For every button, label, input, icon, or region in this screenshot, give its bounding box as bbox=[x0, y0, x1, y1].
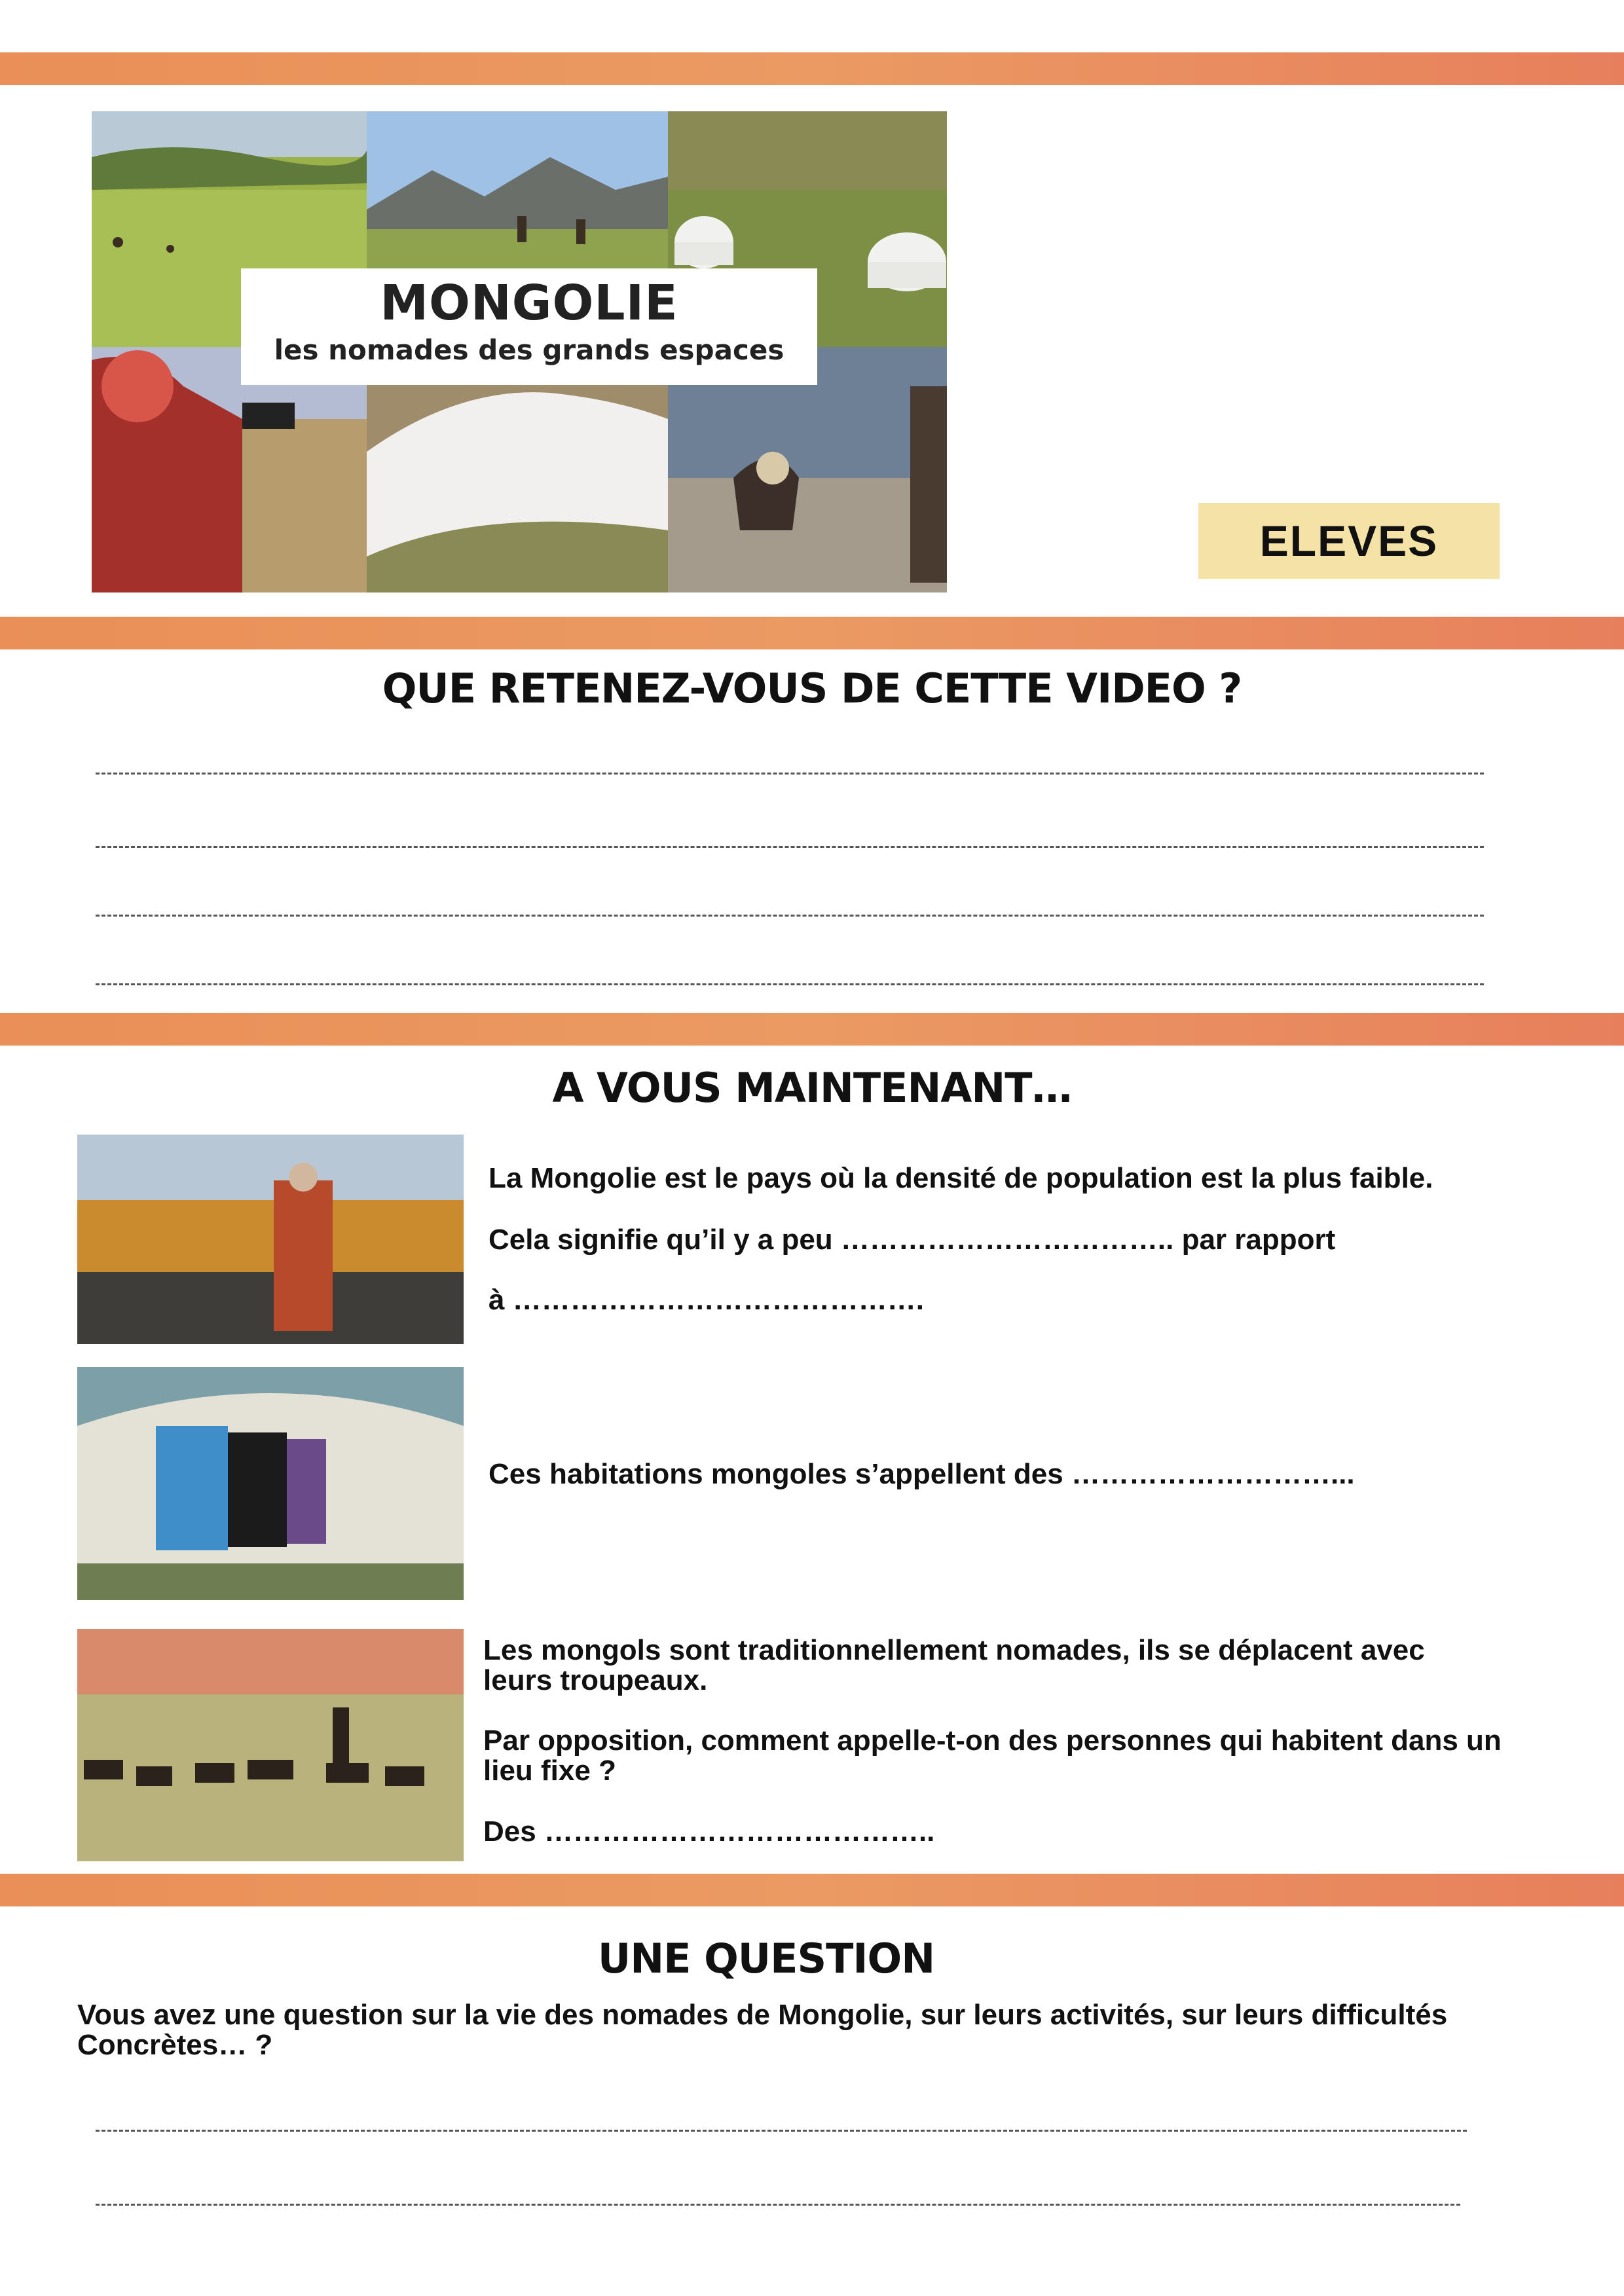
top-band bbox=[0, 52, 1624, 85]
collage-title-box bbox=[241, 268, 817, 385]
q3-line1: Les mongols sont traditionnellement nomades, ils se déplacent avec leurs troupeaux. bbox=[483, 1634, 1425, 1696]
answer-line[interactable] bbox=[96, 2130, 1467, 2132]
answer-line[interactable] bbox=[96, 773, 1484, 774]
steppe-woman-photo bbox=[77, 1135, 464, 1344]
eleves-badge: ELEVES bbox=[1198, 503, 1500, 579]
yurt-photo bbox=[77, 1367, 464, 1600]
section1-title: QUE RETENEZ-VOUS DE CETTE VIDEO ? bbox=[382, 665, 1242, 712]
answer-line[interactable] bbox=[96, 846, 1484, 848]
section3-band bbox=[0, 1874, 1624, 1906]
herd-photo bbox=[77, 1629, 464, 1861]
section2-band bbox=[0, 1013, 1624, 1046]
collage-subtitle: les nomades des grands espaces bbox=[274, 334, 784, 366]
q2-line1: Ces habitations mongoles s’appellent des ………………………... bbox=[489, 1458, 1355, 1490]
q3-line2: Par opposition, comment appelle-t-on des personnes qui habitent dans un lieu fixe ? bbox=[483, 1724, 1502, 1787]
answer-line[interactable] bbox=[96, 915, 1484, 917]
q1-line3: à ……………………………………. bbox=[489, 1284, 924, 1316]
section3-title: UNE QUESTION bbox=[597, 1935, 935, 1982]
answer-line[interactable] bbox=[96, 983, 1484, 985]
section1-band bbox=[0, 617, 1624, 649]
q3-line3: Des ………………………………….. bbox=[483, 1815, 935, 1848]
q1-line2: Cela signifie qu’il y a peu …………………………….. par rapport bbox=[489, 1224, 1336, 1256]
answer-line[interactable] bbox=[96, 2204, 1460, 2206]
mongolie-collage-image bbox=[92, 111, 947, 592]
section2-title: A VOUS MAINTENANT… bbox=[552, 1064, 1072, 1112]
section3-question: Vous avez une question sur la vie des nomades de Mongolie, sur leurs activités, sur leurs difficultés Concrètes… ? bbox=[77, 1999, 1448, 2061]
collage-title: MONGOLIE bbox=[380, 275, 678, 331]
q1-line1: La Mongolie est le pays où la densité de population est la plus faible. bbox=[489, 1162, 1433, 1194]
